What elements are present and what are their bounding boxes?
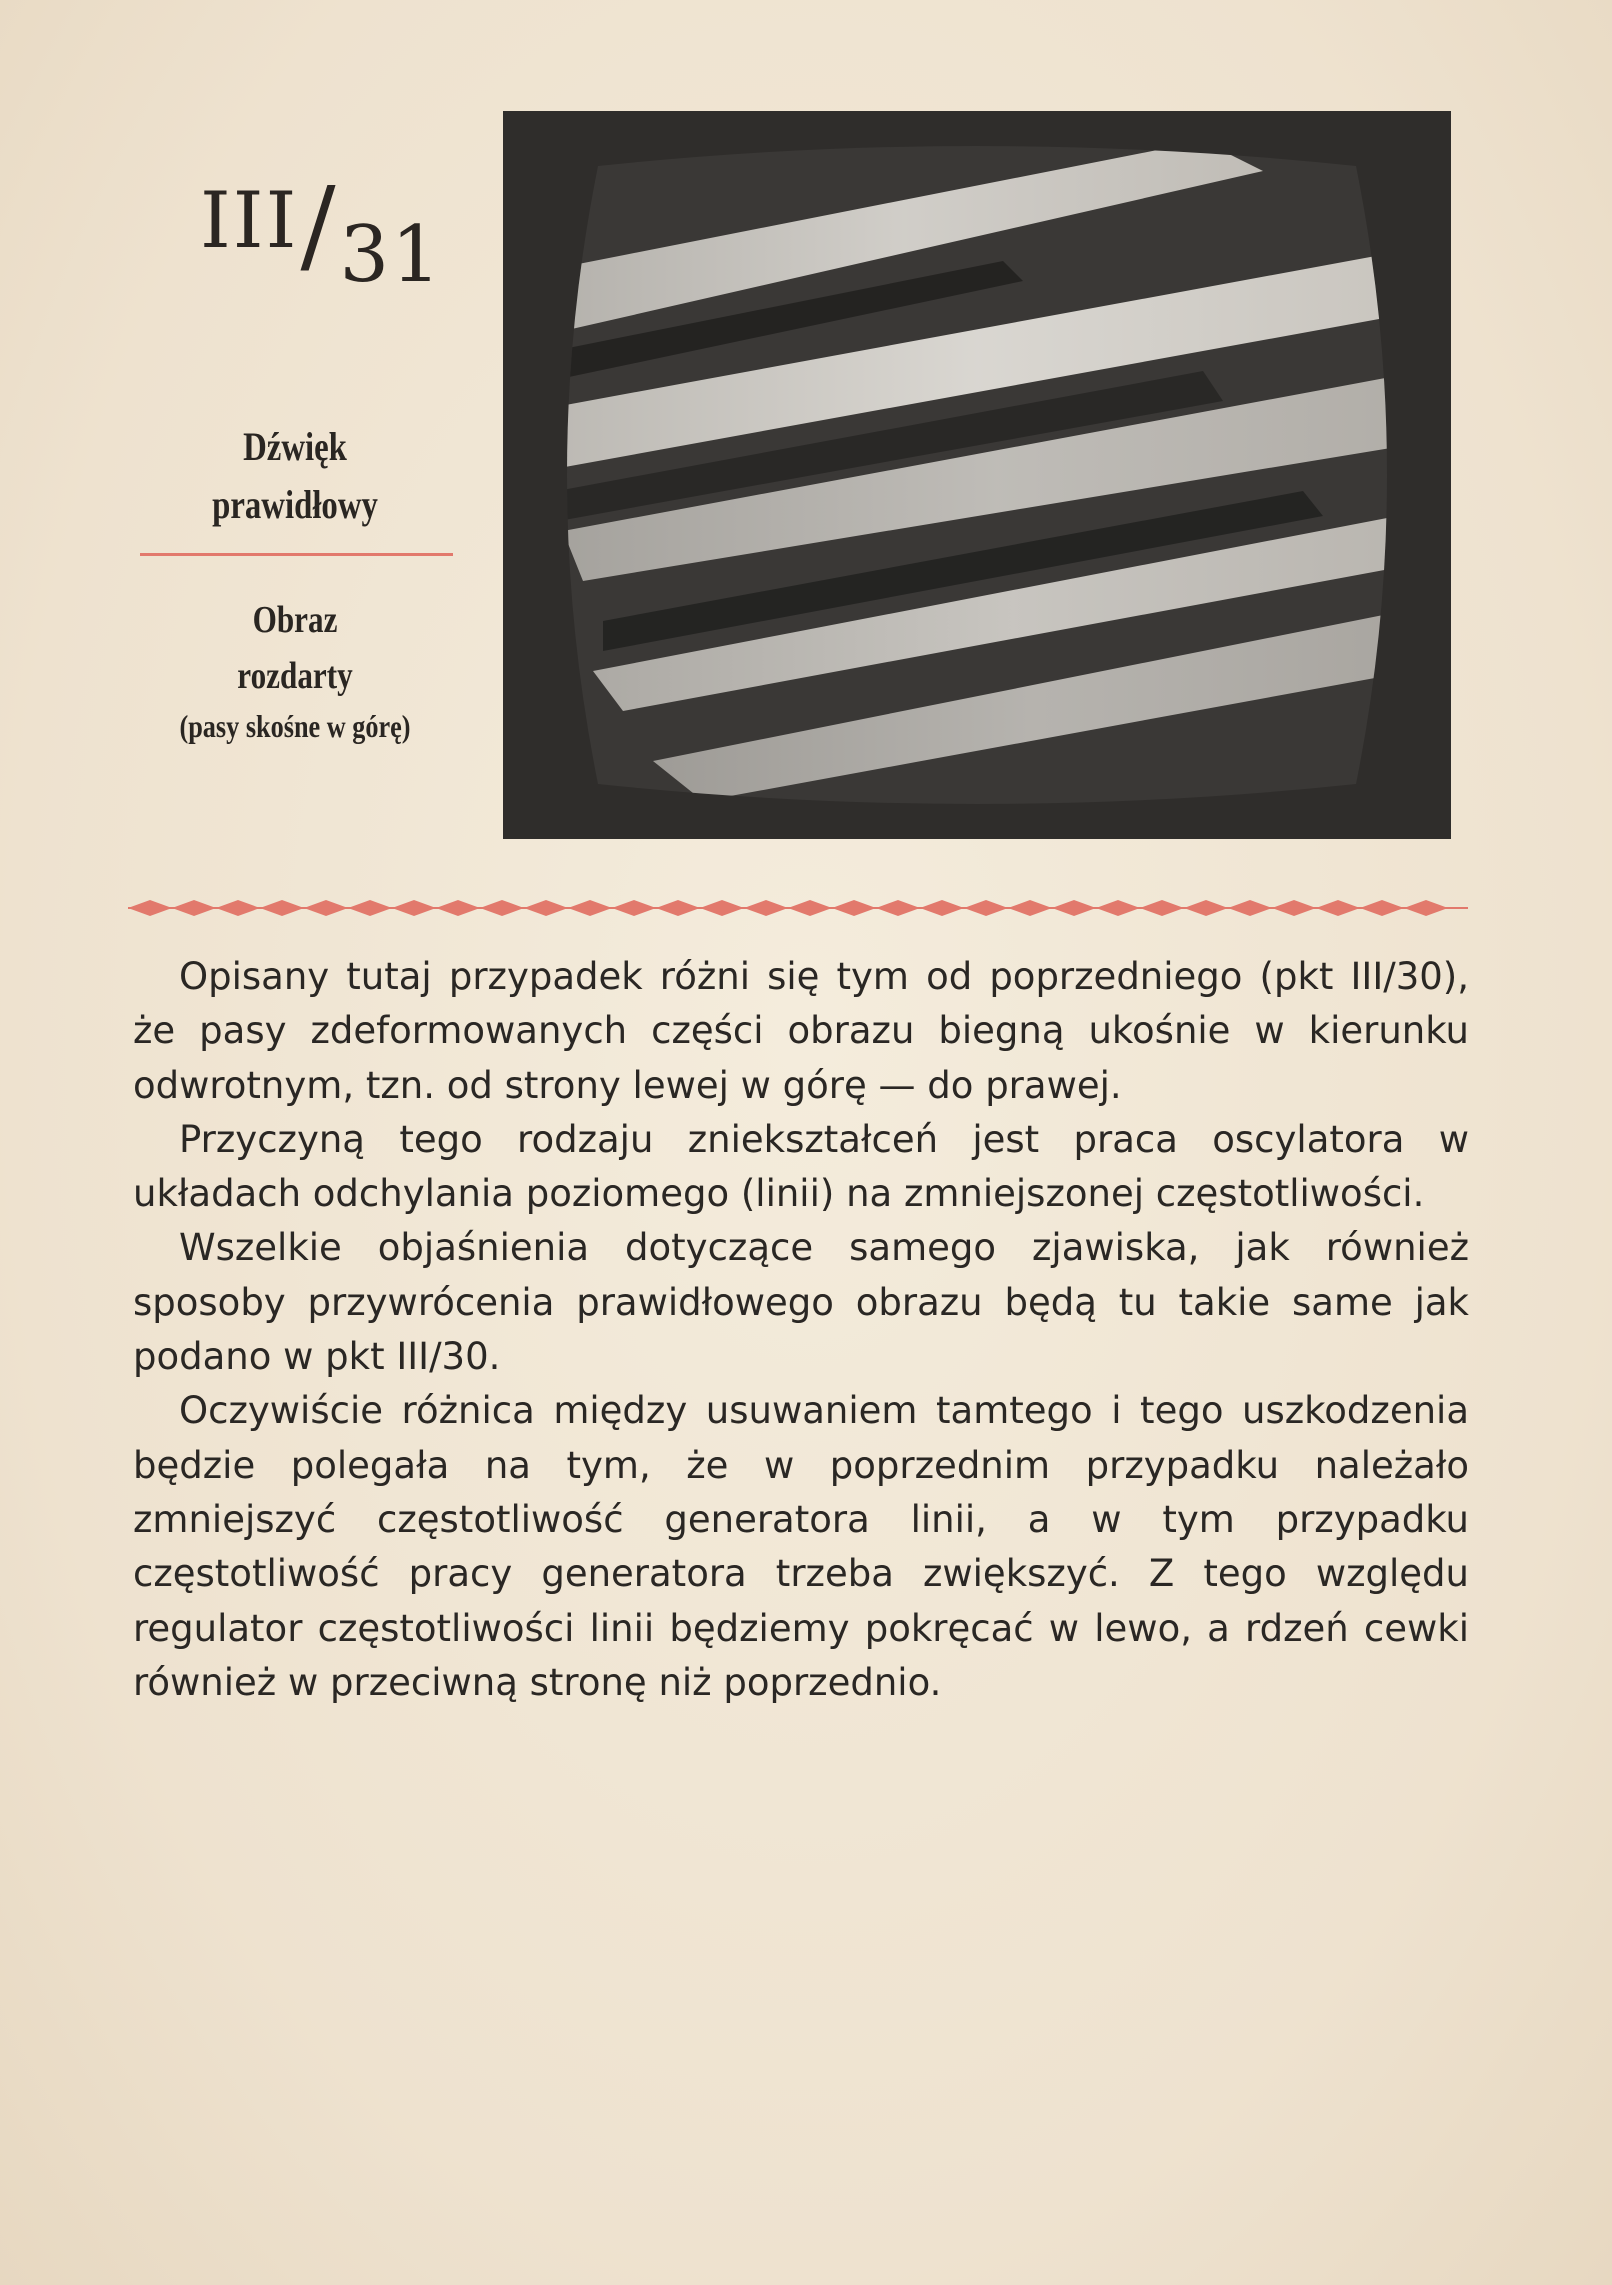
image-status-note: (pasy skośne w górę) bbox=[179, 708, 411, 744]
page-number-main: III bbox=[200, 176, 299, 266]
image-status bbox=[160, 592, 431, 748]
paragraph-1: Opisany tutaj przypadek różni się tym od poprzedniego (pkt III/30), że pasy zdeformowanych części obrazu biegną ukośnie w kierunku odwrotnym, tzn. od strony lewej w górę — do prawej. bbox=[133, 955, 1469, 1107]
paragraph-3: Wszelkie objaśnienia dotyczące samego zjawiska, jak również sposoby przywrócenia prawidłowego obrazu będą tu takie same jak podano w pkt III/30. bbox=[133, 1226, 1469, 1379]
tv-screen-distortion-icon bbox=[503, 111, 1451, 839]
sound-status bbox=[160, 418, 431, 534]
tv-screen-photo bbox=[503, 111, 1451, 839]
paragraph-4: Oczywiście różnica między usuwaniem tamtego i tego uszkodzenia będzie polegała na tym, że w poprzednim przypadku należało zmniejszyć częstotliwość generatora linii, a w tym przypadku częstotliwość pracy generatora trzeba zwiększyć. Z tego względu regulator częstotliwości linii będziemy pokręcać w lewo, a rdzeń cewki również w przeciwną stronę niż poprzednio. bbox=[133, 1389, 1469, 1704]
decorative-diamond-border bbox=[128, 890, 1468, 926]
sound-status-line1: Dźwięk bbox=[243, 424, 347, 469]
sound-status-line2: prawidłowy bbox=[212, 482, 378, 527]
page-number-sub: 31 bbox=[339, 210, 443, 300]
paragraph-2: Przyczyną tego rodzaju zniekształceń jest praca oscylatora w układach odchylania poziomego (linii) na zmniejszonej częstotliwości. bbox=[133, 1117, 1469, 1216]
sidebar-divider bbox=[140, 553, 453, 556]
image-status-line2: rozdarty bbox=[237, 655, 353, 697]
page-number bbox=[200, 150, 443, 300]
page-number-slash: / bbox=[300, 164, 338, 286]
image-status-line1: Obraz bbox=[252, 599, 338, 641]
body-text bbox=[133, 950, 1469, 1710]
